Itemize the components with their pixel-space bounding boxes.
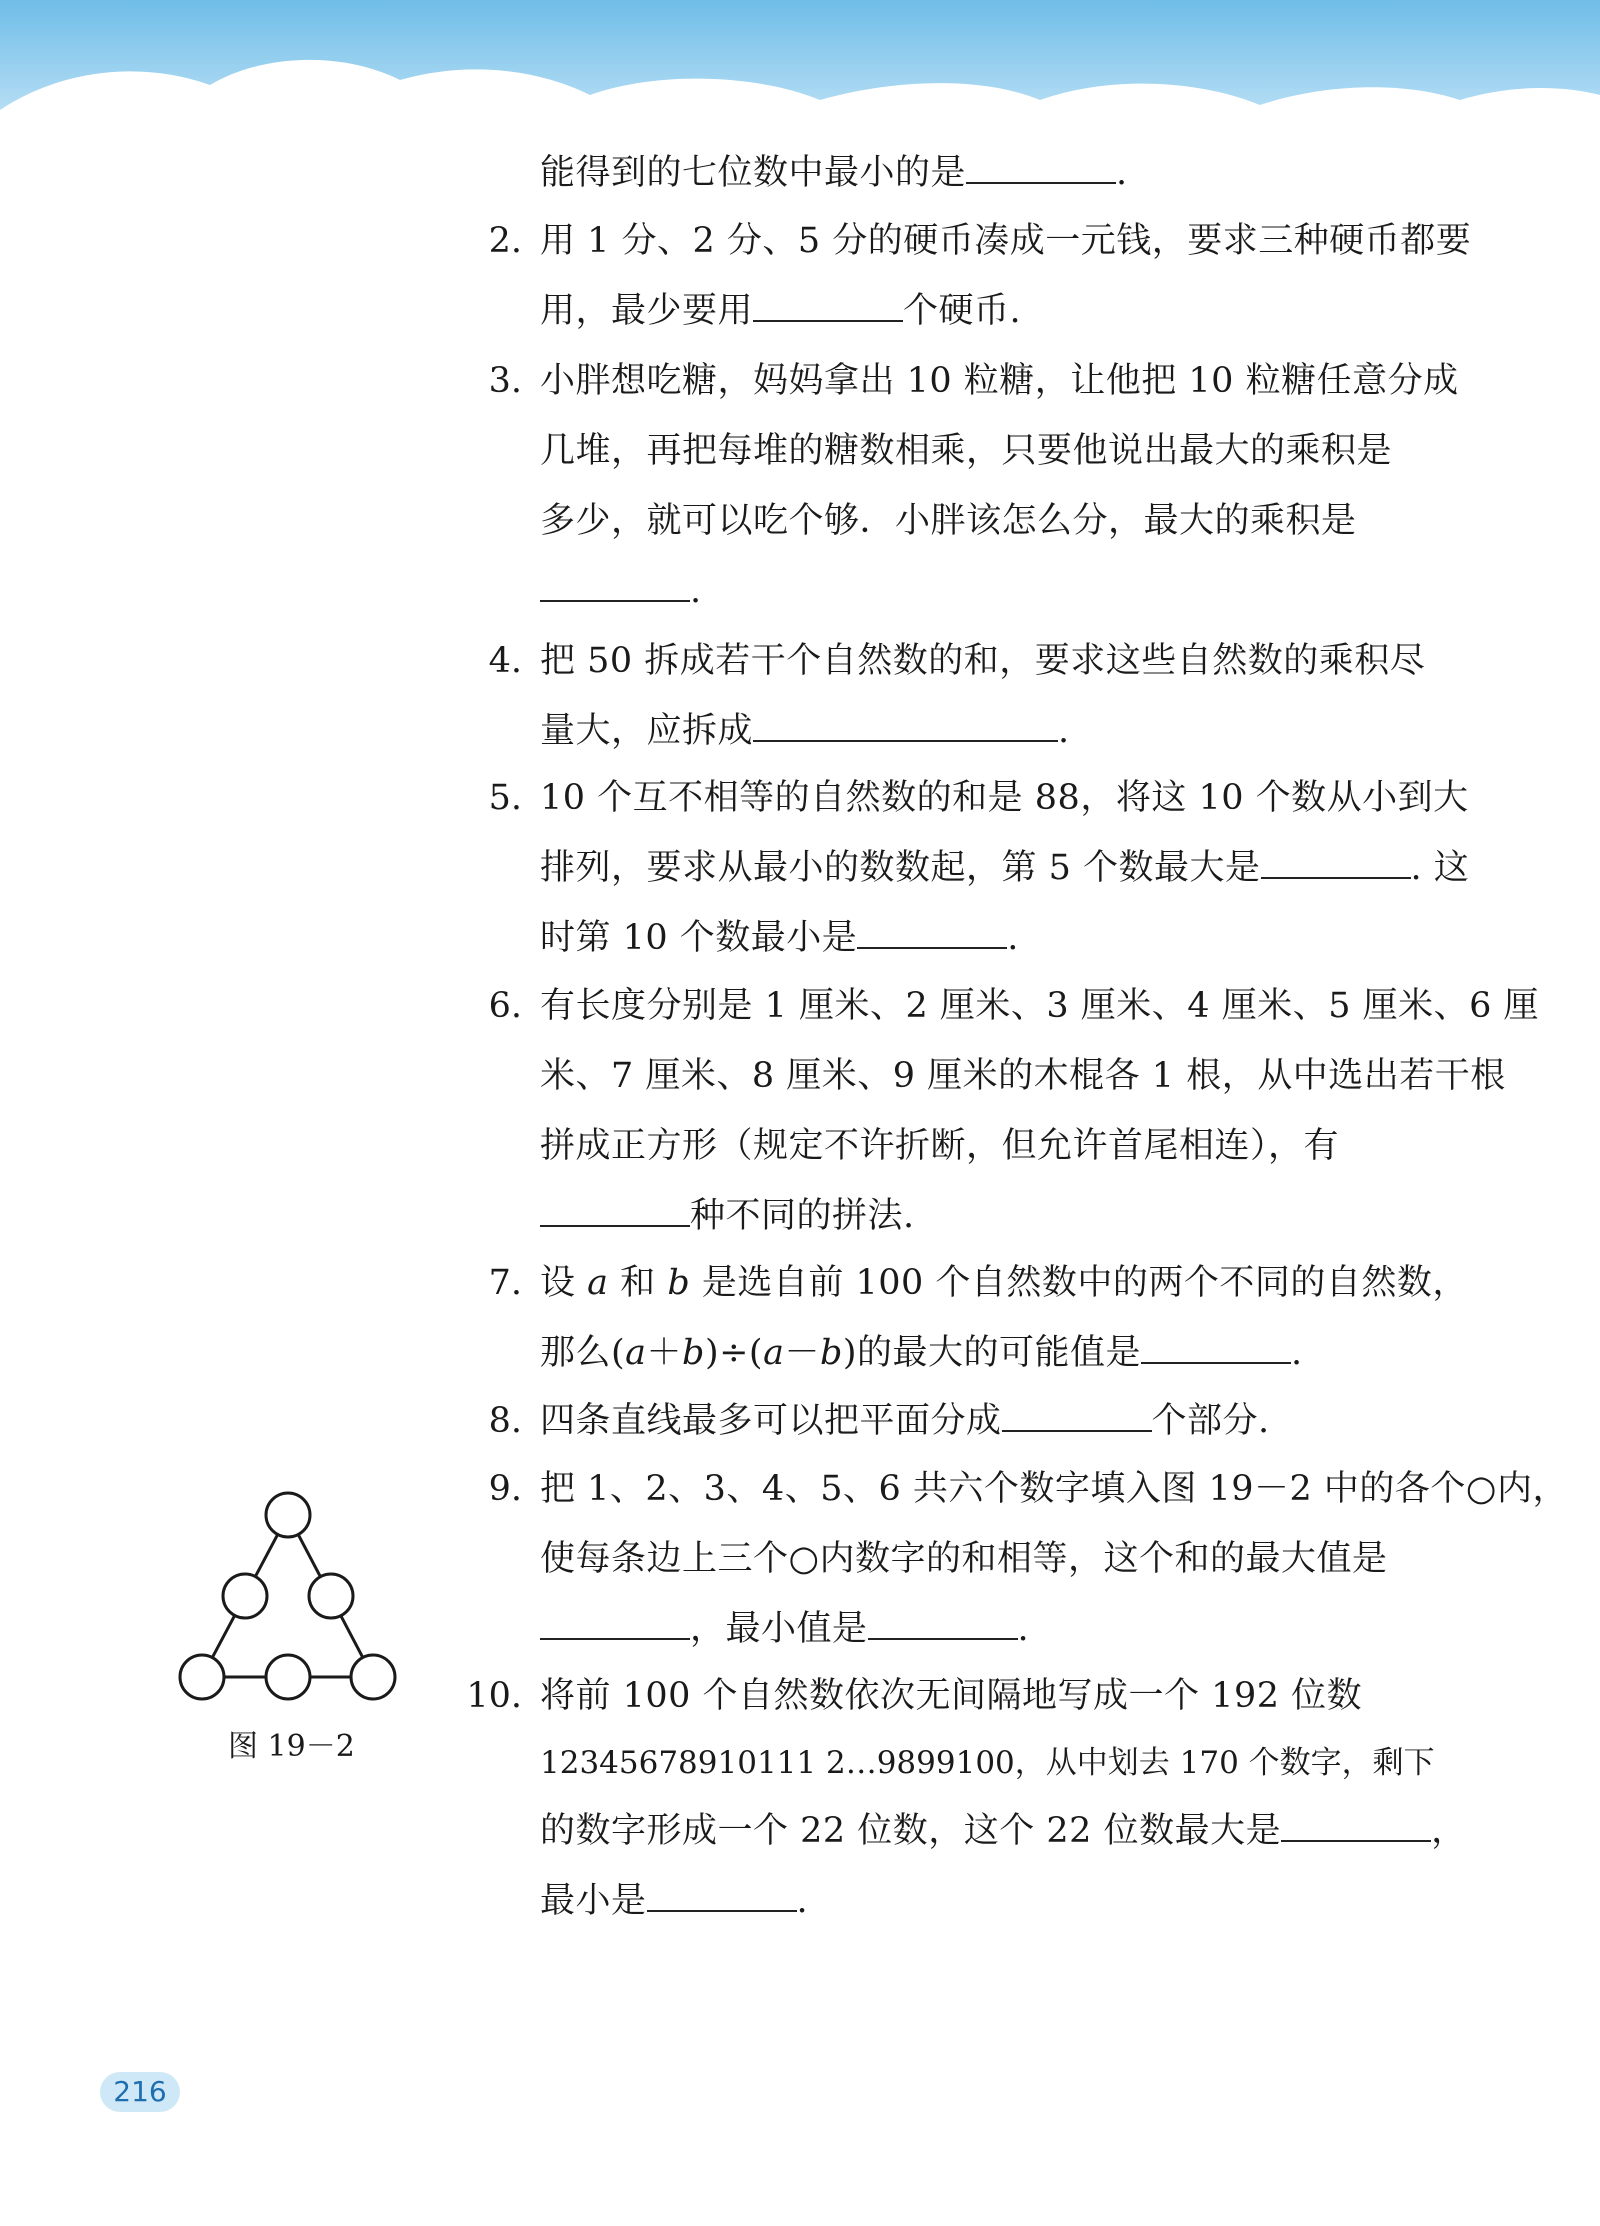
circle-slot bbox=[180, 1655, 224, 1699]
problem-5-line-3 bbox=[540, 915, 1019, 961]
problem-6-line-4 bbox=[540, 1193, 915, 1239]
text: . 这 bbox=[1410, 848, 1470, 888]
math-variable: b bbox=[667, 1263, 691, 1303]
text: ， bbox=[1431, 1811, 1467, 1851]
text: . bbox=[690, 571, 702, 611]
answer-blank bbox=[1002, 1400, 1152, 1432]
problem-number: 8. bbox=[488, 1401, 522, 1441]
problem-10-line-2: 12345678910111 2…9899100，从中划去 170 个数字，剩下 bbox=[540, 1745, 1435, 1781]
problem-8-line-1 bbox=[540, 1398, 1270, 1444]
answer-blank bbox=[540, 570, 690, 602]
text: － bbox=[784, 1333, 820, 1373]
text: 最小是 bbox=[540, 1881, 647, 1921]
text: 种不同的拼法. bbox=[690, 1196, 915, 1236]
problem-3-line-1: 小胖想吃糖，妈妈拿出 10 粒糖，让他把 10 粒糖任意分成 bbox=[540, 361, 1459, 401]
text: 个硬币. bbox=[903, 291, 1022, 331]
problem-3-line-2: 几堆，再把每堆的糖数相乘，只要他说出最大的乘积是 bbox=[540, 431, 1393, 471]
text: 和 bbox=[620, 1263, 656, 1303]
answer-blank bbox=[1281, 1810, 1431, 1842]
problem-6-line-3: 拼成正方形（规定不许折断，但允许首尾相连），有 bbox=[540, 1126, 1340, 1166]
text: ，最小值是 bbox=[690, 1609, 868, 1649]
answer-blank bbox=[647, 1880, 797, 1912]
answer-blank bbox=[540, 1195, 690, 1227]
answer-blank bbox=[1141, 1332, 1291, 1364]
answer-blank bbox=[540, 1608, 690, 1640]
problem-10-line-4 bbox=[540, 1878, 808, 1924]
circle-slot bbox=[266, 1493, 310, 1537]
text: . bbox=[796, 1881, 809, 1921]
problem-number: 6. bbox=[488, 986, 522, 1026]
answer-blank bbox=[868, 1608, 1018, 1640]
text: . bbox=[1017, 1609, 1030, 1649]
answer-blank bbox=[753, 710, 1058, 742]
problem-number: 7. bbox=[488, 1263, 522, 1303]
text: 排列，要求从最小的数数起，第 5 个数最大是 bbox=[540, 848, 1261, 888]
math-variable: b bbox=[819, 1333, 843, 1373]
text: . bbox=[1058, 711, 1070, 751]
text: . bbox=[1291, 1333, 1303, 1373]
problem-3-line-3: 多少，就可以吃个够．小胖该怎么分，最大的乘积是 bbox=[540, 501, 1357, 541]
problem-number: 10. bbox=[466, 1676, 522, 1716]
text: ＋ bbox=[646, 1333, 683, 1373]
math-variable: a bbox=[587, 1263, 609, 1303]
text: 四条直线最多可以把平面分成 bbox=[540, 1401, 1002, 1441]
problem-6-line-1: 有长度分别是 1 厘米、2 厘米、3 厘米、4 厘米、5 厘米、6 厘 bbox=[540, 986, 1539, 1026]
problem-5-line-2 bbox=[540, 845, 1469, 891]
problem-number: 5. bbox=[488, 778, 522, 818]
problem-7-line-2 bbox=[540, 1330, 1303, 1376]
text: 设 bbox=[540, 1263, 576, 1303]
text: )÷( bbox=[704, 1333, 764, 1373]
text: 能得到的七位数中最小的是 bbox=[540, 153, 967, 193]
text: 是选自前 100 个自然数中的两个不同的自然数， bbox=[701, 1263, 1468, 1303]
answer-blank bbox=[1261, 847, 1411, 879]
circle-slot bbox=[266, 1655, 310, 1699]
problem-9-line-1: 把 1、2、3、4、5、6 共六个数字填入图 19－2 中的各个○内， bbox=[540, 1469, 1568, 1509]
circle-slot bbox=[223, 1574, 267, 1618]
problem-number: 9. bbox=[488, 1469, 522, 1509]
math-variable: a bbox=[763, 1333, 785, 1373]
answer-blank bbox=[753, 290, 903, 322]
problem-2-line-1: 用 1 分、2 分、5 分的硬币凑成一元钱，要求三种硬币都要 bbox=[540, 221, 1472, 261]
problem-9-line-3 bbox=[540, 1606, 1029, 1652]
problem-10-line-3 bbox=[540, 1808, 1467, 1854]
problem-6-line-2: 米、7 厘米、8 厘米、9 厘米的木棍各 1 根，从中选出若干根 bbox=[540, 1056, 1506, 1096]
text: )的最大的可能值是 bbox=[842, 1333, 1142, 1373]
problem-7-line-1 bbox=[540, 1260, 1468, 1306]
text: 个部分. bbox=[1151, 1401, 1270, 1441]
triangle-circles-figure bbox=[178, 1490, 408, 1710]
problem-number: 3. bbox=[488, 361, 522, 401]
problem-10-line-1: 将前 100 个自然数依次无间隔地写成一个 192 位数 bbox=[540, 1676, 1363, 1716]
problem-number: 4. bbox=[488, 641, 522, 681]
text: 那么( bbox=[540, 1333, 626, 1373]
problem-4-line-1: 把 50 拆成若干个自然数的和，要求这些自然数的乘积尽 bbox=[540, 641, 1426, 681]
text: 量大，应拆成 bbox=[540, 711, 754, 751]
text: 用，最少要用 bbox=[540, 291, 754, 331]
answer-blank bbox=[966, 152, 1116, 184]
text: 的数字形成一个 22 位数，这个 22 位数最大是 bbox=[540, 1811, 1282, 1851]
problem-4-line-2 bbox=[540, 708, 1070, 754]
answer-blank bbox=[857, 917, 1007, 949]
math-variable: b bbox=[682, 1333, 705, 1373]
problem-number: 2. bbox=[488, 221, 522, 261]
text: 时第 10 个数最小是 bbox=[540, 918, 858, 958]
math-variable: a bbox=[625, 1333, 647, 1373]
problem-3-line-4 bbox=[540, 568, 702, 614]
problem-1-continuation bbox=[540, 150, 1128, 196]
circle-slot bbox=[351, 1655, 395, 1699]
problem-9-line-2: 使每条边上三个○内数字的和相等，这个和的最大值是 bbox=[540, 1539, 1388, 1579]
text: . bbox=[1007, 918, 1019, 958]
text: . bbox=[1116, 153, 1128, 193]
problem-2-line-2 bbox=[540, 288, 1021, 334]
page-number-badge: 216 bbox=[100, 2072, 180, 2112]
problem-5-line-1: 10 个互不相等的自然数的和是 88，将这 10 个数从小到大 bbox=[540, 778, 1469, 818]
circle-slot bbox=[309, 1574, 353, 1618]
figure-caption: 图 19－2 bbox=[228, 1729, 355, 1764]
